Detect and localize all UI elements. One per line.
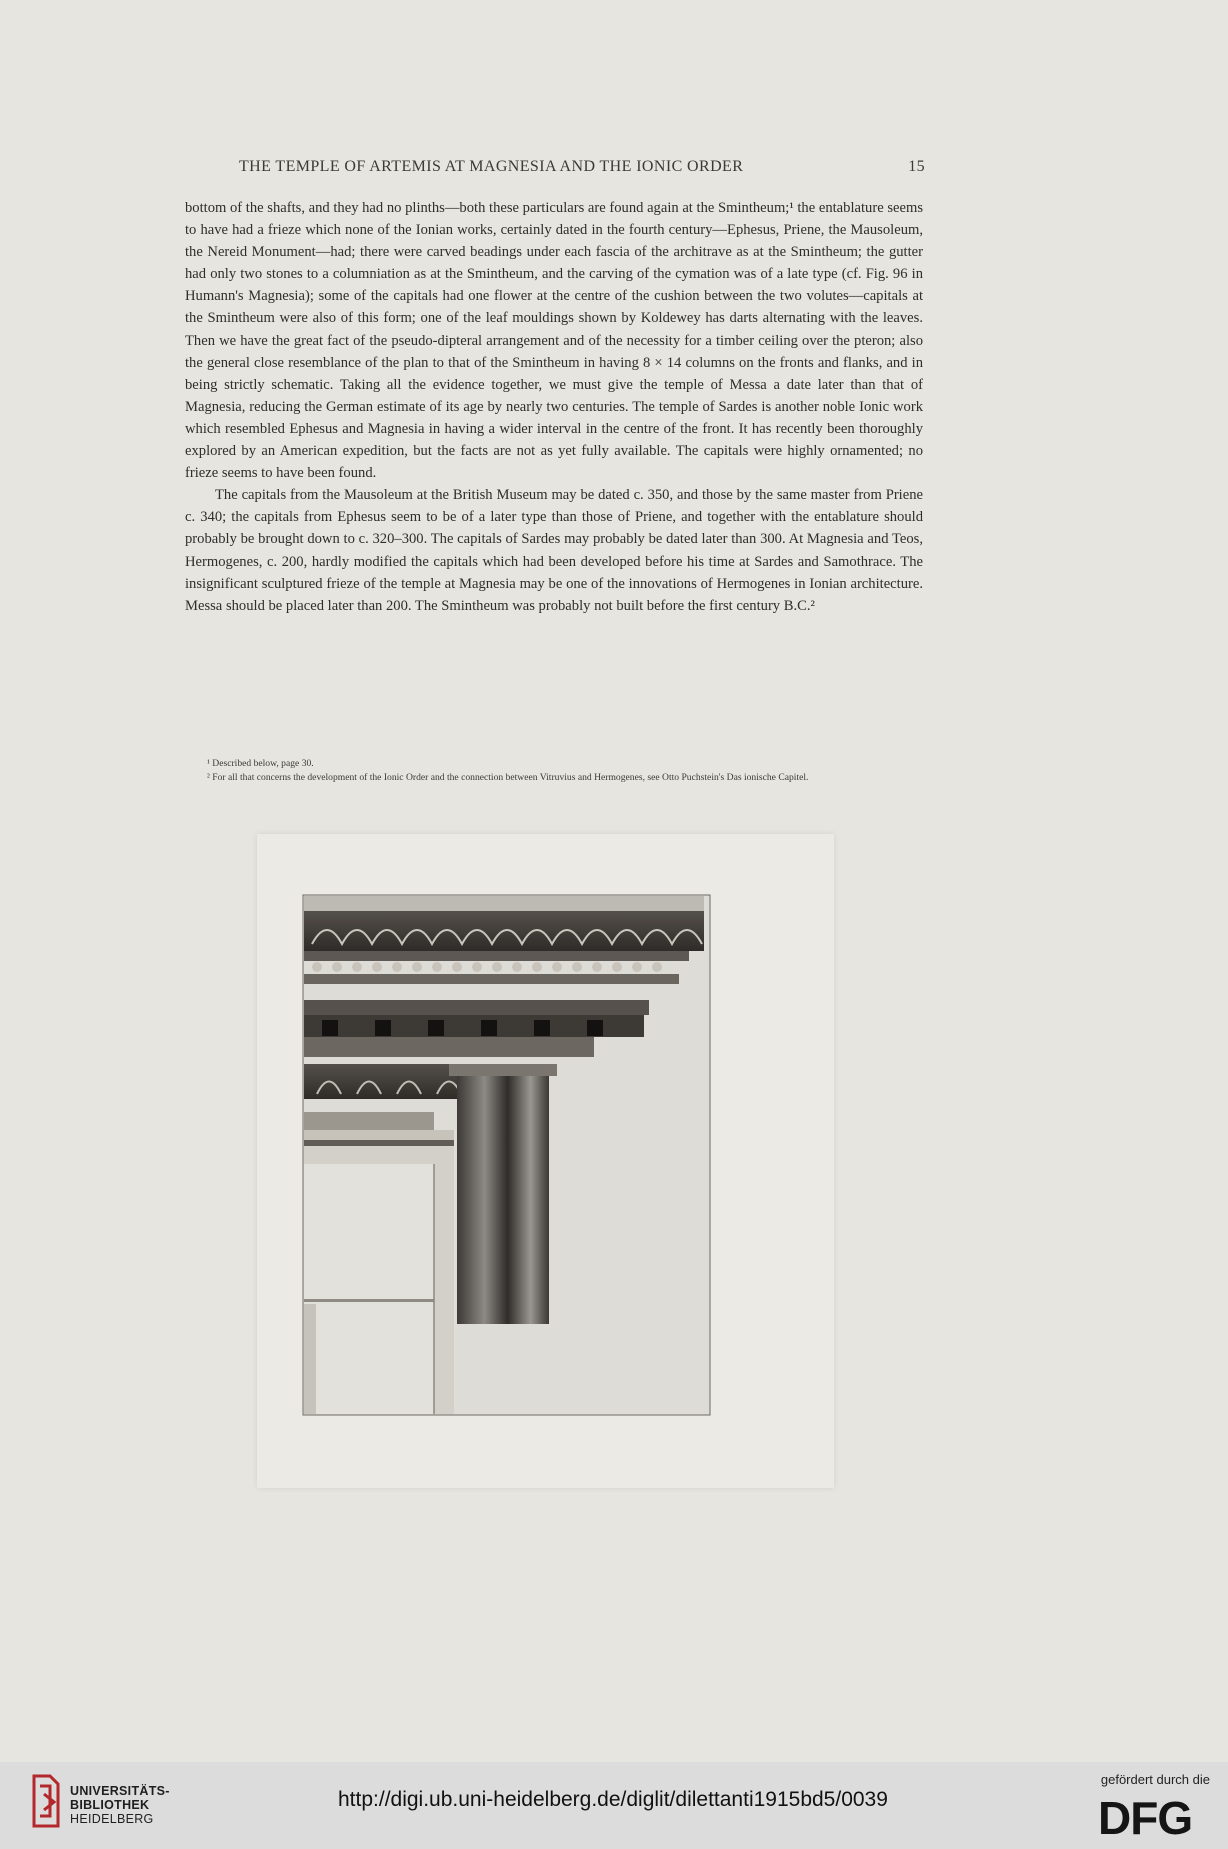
library-name-line: BIBLIOTHEK xyxy=(70,1798,150,1812)
footnotes xyxy=(185,757,923,784)
footnote: ² For all that concerns the development of the Ionic Order and the connection between Vitruvius and Hermogenes, see Otto Puchstein's Das ionische Capitel. xyxy=(207,771,809,783)
dfg-logo xyxy=(1096,1795,1208,1839)
body-text xyxy=(185,197,923,617)
library-name xyxy=(70,1784,170,1826)
paragraph: bottom of the shafts, and they had no plinths—both these particulars are found again at the Smintheum;¹ the entablature seems to have had a frieze which none of the Ionian works, certainly dated in the fourth century—Ephesus, Priene, the Mausoleum, the Nereid Monument—had; there were carved beadings under each fascia of the architrave as at the Smintheum; the gutter had only two stones to a columniation as at the Smintheum, and the carving of the cymation was of a late type (cf. Fig. 96 in Humann's Magnesia); some of the capitals had one flower at the centre of the cushion between the two volutes—capitals at the Smintheum were also of this form; one of the leaf mouldings shown by Koldewey has darts alternating with the leaves. Then we have the great fact of the pseudo-dipteral arrangement and of the necessity for a timber ceiling over the pteron; also the general close resemblance of the plan to that of the Smintheum in having 8 × 14 columns on the fronts and flanks, and in being strictly schematic. Taking all the evidence together, we must give the temple of Messa a date later than that of Magnesia, reducing the German estimate of its age by nearly two centuries. The temple of Sardes is another noble Ionic work which resembled Ephesus and Magnesia in having a wider interval in the centre of the front. It has recently been thoroughly explored by an American expedition, but the facts are not as yet fully available. The capitals were highly ornamented; no frieze seems to have been found. xyxy=(185,200,923,482)
funded-by-label: gefördert durch die xyxy=(1100,1772,1210,1787)
dfg-logo-text: DFG xyxy=(1098,1795,1193,1839)
paragraph: The capitals from the Mausoleum at the British Museum may be dated c. 350, and those by the same master from Priene c. 340; the capitals from Ephesus seem to be of a later type than those of Priene, and together with the entablature should probably be brought down to c. 320–300. The capitals of Sardes may probably be dated later than 300. At Magnesia and Teos, Hermogenes, c. 200, hardly modified the capitals which had been developed before his time at Sardes and Samothrace. The insignificant sculptured frieze of the temple at Magnesia may be one of the innovations of Hermogenes in Ionian architecture. Messa should be placed later than 200. The Smintheum was probably not built before the first century B.C.² xyxy=(185,487,923,614)
permalink-url[interactable]: http://digi.ub.uni-heidelberg.de/diglit/dilettanti1915bd5/0039 xyxy=(338,1788,888,1811)
footnote: ¹ Described below, page 30. xyxy=(207,758,314,769)
library-logo-icon xyxy=(30,1772,64,1830)
page-number: 15 xyxy=(908,158,925,175)
ionic-entablature-illustration xyxy=(257,834,834,1488)
library-name-line: UNIVERSITÄTS- xyxy=(70,1784,170,1798)
running-head-title: THE TEMPLE OF ARTEMIS AT MAGNESIA AND THE IONIC ORDER xyxy=(239,158,744,175)
library-name-line: HEIDELBERG xyxy=(70,1812,154,1826)
architectural-plate xyxy=(257,834,834,1488)
